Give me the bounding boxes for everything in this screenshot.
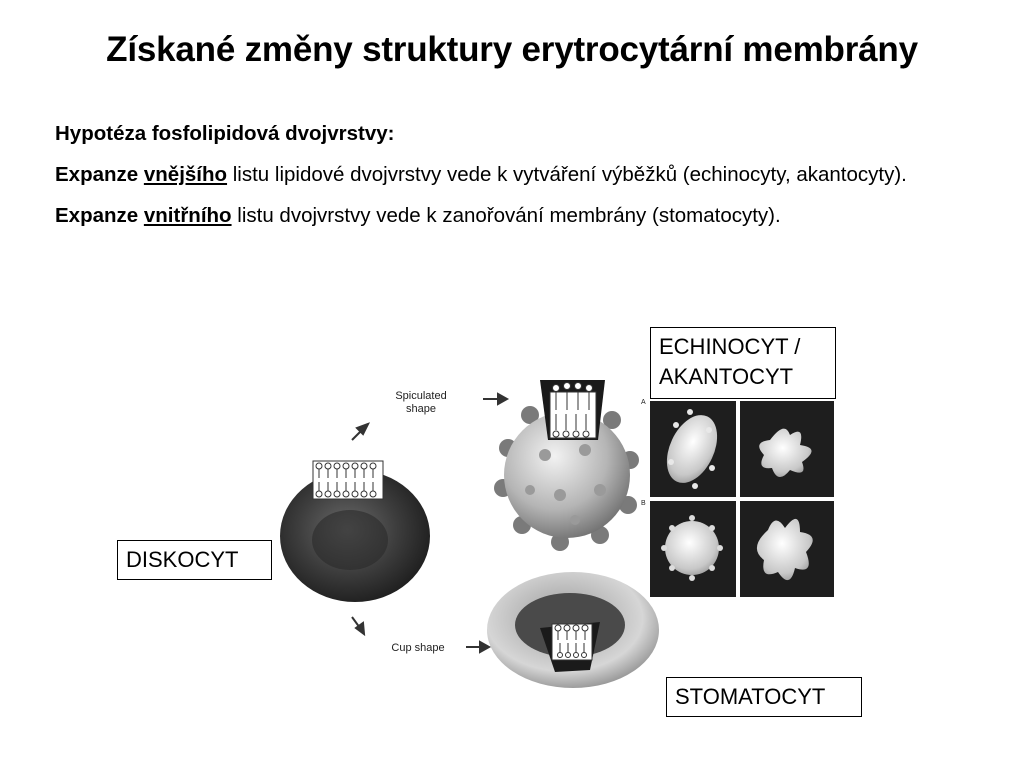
label-stomatocyt: STOMATOCYT (666, 677, 862, 717)
para1-lead: Expanze (55, 163, 139, 186)
hypothesis-heading: Hypotéza fosfolipidová dvojvrstvy: (55, 122, 395, 145)
label-echinocyt-line2: AKANTOCYT (659, 364, 794, 389)
caption-spiculated (385, 390, 457, 416)
arrow-to-spiculated (352, 424, 368, 440)
para1-key: vnějšího (143, 163, 228, 186)
caption-spiculated-line1: Spiculated (395, 390, 447, 402)
label-diskocyt: DISKOCYT (117, 540, 272, 580)
caption-cup: Cup shape (391, 642, 445, 654)
label-echinocyt-line1: ECHINOCYT / (659, 334, 801, 359)
caption-spiculated-line2: shape (406, 403, 436, 415)
para2-rest: listu dvojvrstvy vede k zanořování membrány (stomatocyty). (237, 204, 781, 227)
slide-title: Získané změny struktury erytrocytární membrány (106, 30, 918, 69)
bilayer-schematic-echinocyte (540, 380, 605, 440)
para2-lead: Expanze (55, 204, 139, 227)
para2-key: vnitřního (143, 204, 232, 227)
panel-letter-b: B (641, 500, 646, 507)
arrow-to-cup (352, 617, 364, 634)
arrow-to-stomatocyte (466, 642, 489, 652)
bilayer-schematic-disc (313, 461, 383, 499)
sem-micrograph-grid (649, 400, 835, 597)
panel-letter-a: A (641, 399, 646, 406)
label-echinocyt (650, 327, 836, 399)
arrow-to-echinocyte (483, 394, 507, 404)
para1-rest: listu lipidové dvojvrstvy vede k vytváření výběžků (echinocyty, akantocyty). (232, 163, 907, 186)
